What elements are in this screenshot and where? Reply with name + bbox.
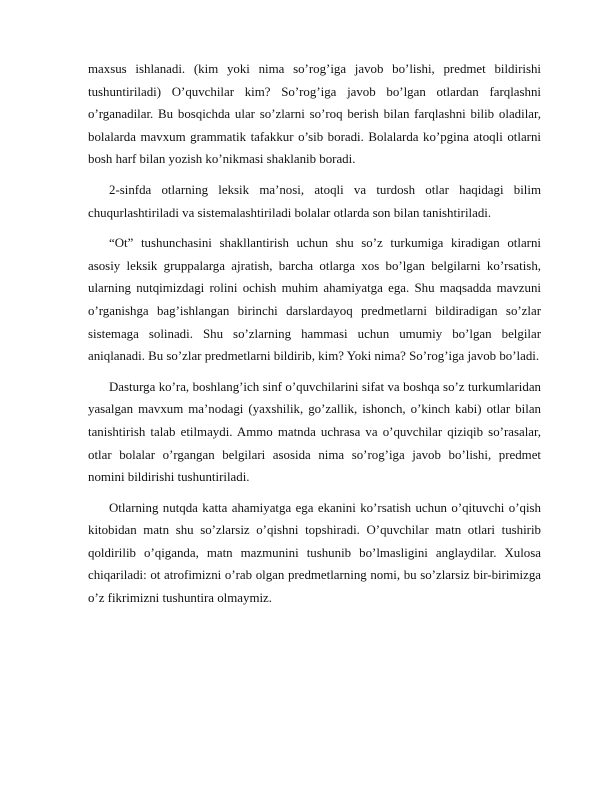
document-page bbox=[88, 58, 541, 618]
paragraph-speech-importance: Otlarning nutqda katta ahamiyatga ega ekanini ko’rsatish uchun o’qituvchi o’qish kitobidan matn shu so’zlarsiz o’qishni topshiradi. O’quvchilar matn otlari tushirib qoldirilib o’qiganda, matn mazmunini tushunib bo’lmasligini anglaydilar. Xulosa chiqariladi: ot atrofimizni o’rab olgan predmetlarning nomi, bu so’zlarsiz bir-birimizga o’z fikrimizni tushuntira olmaymiz. bbox=[88, 500, 541, 606]
paragraph-second-grade: 2-sinfda otlarning leksik ma’nosi, atoqli va turdosh otlar haqidagi bilim chuqurlashtiriladi va sistemalashtiriladi bolalar otlarda son bilan tanishtiriladi. bbox=[88, 182, 541, 220]
paragraph-continuation: maxsus ishlanadi. (kim yoki nima so’rog’iga javob bo’lishi, predmet bildirishi tushuntiriladi) O’quvchilar kim? So’rog’iga javob bo’lgan otlardan farqlashni o’rganadilar. Bu bosqichda ular so’zlarni so’roq berish bilan farqlashni bilib oladilar, bolalarda mavxum grammatik tafakkur o’sib boradi. Bolalarda ko’pgina atoqli otlarni bosh harf bilan yozish ko’nikmasi shaklanib boradi. bbox=[88, 62, 541, 167]
paragraph-curriculum: Dasturga ko’ra, boshlang’ich sinf o’quvchilarini sifat va boshqa so’z turkumlaridan yasalgan mavxum ma’nodagi (yaxshilik, go’zallik, ishonch, o’kinch kabi) otlar bilan tanishtirish talab etilmaydi. Ammo matnda uchrasa va o’quvchilar qiziqib so’rasalar, otlar bolalar o’rgangan belgilari asosida nima so’rog’iga javob bo’lishi, predmet nomini bildirishi tushuntiriladi. bbox=[88, 379, 541, 485]
paragraph-ot-concept: “Ot” tushunchasini shakllantirish uchun shu so’z turkumiga kiradigan otlarni asosiy leksik gruppalarga ajratish, barcha otlarga xos bo’lgan belgilarni ko’rsatish, ularning nutqimizdagi rolini ochish muhim ahamiyatga ega. Shu maqsadda mavzuni o’rganishga bag’ishlangan birinchi darslardayoq predmetlarni bildiradigan so’zlar sistemaga solinadi. Shu so’zlarning hammasi uchun umumiy bo’lgan belgilar aniqlanadi. Bu so’zlar predmetlarni bildirib, kim? Yoki nima? So’rog’iga javob bo’ladi. bbox=[88, 236, 541, 364]
